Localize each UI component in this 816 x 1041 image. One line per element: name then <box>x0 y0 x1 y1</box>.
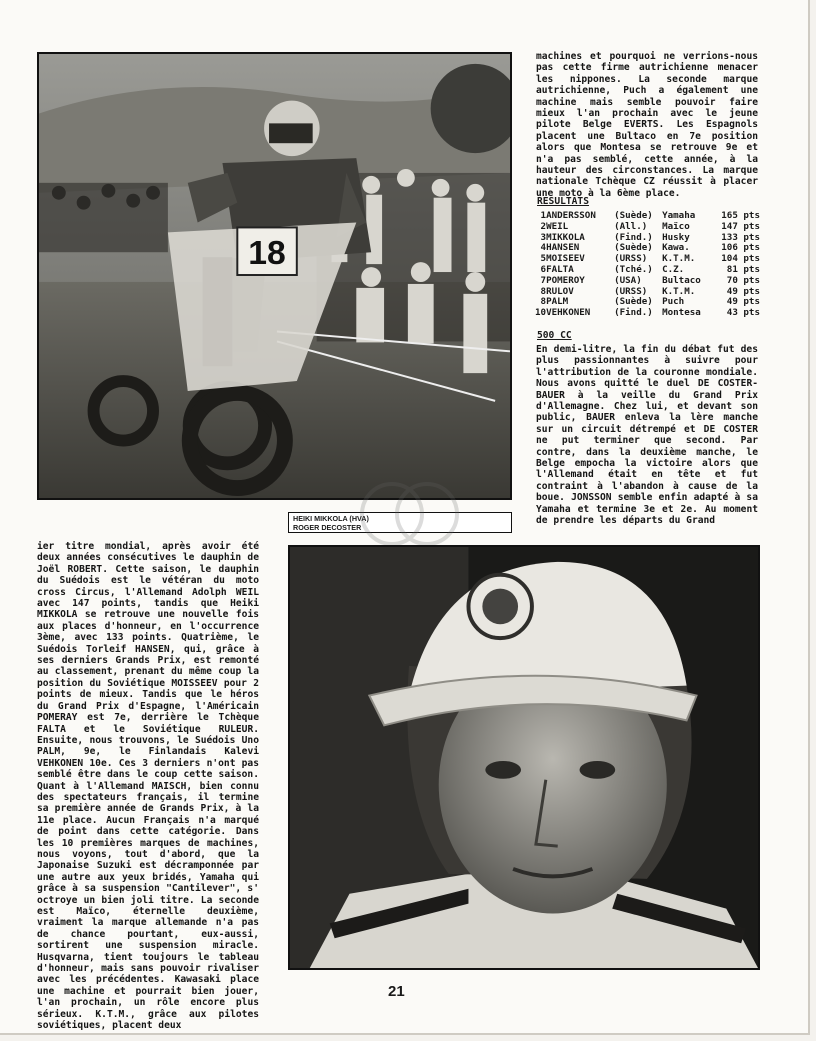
result-rider: PALM <box>546 296 569 308</box>
photo-portrait-with-cap <box>288 545 760 970</box>
article-text-right-mid: En demi-litre, la fin du débat fut des plus passionnantes à suivre pour l'attribution de la couronne mondiale. Nous avons quitté le duel DE COSTER-BAUER à la veille du Grand Prix d'Allemagne. Chez lui, et devant son public, BAUER enleva la lère manche sur un circuit détrempé et DE COSTER ne put terminer que second. Par contre, dans la deuxième manche, le Belge empocha la victoire alors que l'Allemand était en tête et fut contraint à l'abandon à cause de la boue. JONSSON semble enfin adapté à sa Yamaha et termine 3e et 2e. Au moment de prendre les départs du Grand <box>536 344 758 527</box>
result-nationality: (All.) <box>614 220 648 232</box>
section-heading-500cc: 500 CC <box>537 330 572 341</box>
result-nationality: (USA) <box>614 274 642 286</box>
result-nationality: (URSS) <box>614 253 648 265</box>
result-rider: RULOV <box>546 285 574 297</box>
result-bike: Yamaha <box>662 210 696 221</box>
result-nationality: (Suède) <box>614 296 653 308</box>
result-rider: POMEROY <box>546 274 585 286</box>
result-points: 104 pts <box>721 253 760 265</box>
article-text-right-top: machines et pourquoi ne verrions-nous pas cette firme autrichienne menacer les nippones. La seconde marque autrichienne, Puch a également une machine mais semble pouvoir faire mieux l'an prochain avec le jeune pilote Belge EVERTS. Les Espagnols placent une Bultaco en 7e position alors que Montesa se retrouve 9e et n'a pas semblé, cette année, à la hauteur des circonstances. La marque nationale Tchèque CZ réussit à placer une moto à la 6ème place. <box>536 51 758 199</box>
result-points: 43 pts <box>726 307 760 319</box>
result-position: 10 <box>535 307 547 319</box>
result-points: 49 pts <box>726 296 760 308</box>
result-rider: MIKKOLA <box>546 231 585 243</box>
result-bike: Bultaco <box>662 274 701 286</box>
result-points: 81 pts <box>726 263 760 275</box>
result-bike: Husky <box>662 231 690 243</box>
article-text-left: ier titre mondial, après avoir été deux années consécutives le dauphin de Joël ROBERT. Cette saison, le dauphin du Suédois est le vétéran du moto cross Circus, l'Allemand Adolph WEIL avec 147 points, tandis que Heiki MIKKOLA se retrouve une nouvelle fois aux places d'honneur, en l'occurrence 3ème, avec 133 points. Quatrième, le Suédois Torleif HANSEN, qui, grâce à ses derniers Grands Prix, est remonté au classement, prenant du même coup la position du Soviétique MOISSEEV pour 2 points de mieux. Tandis que le héros du Grand Prix d'Espagne, l'Américain POMERAY est 7e, derrière le Tchèque FALTA et le Soviétique RULEUR. Ensuite, nous trouvons, le Suédois Uno PALM, 9e, le Finlandais Kalevi VEHKONEN 10e. Ces 3 derniers n'ont pas semblé être dans le coup cette saison. Quant à l'Allemand MAISCH, bien connu des spectateurs français, il termine sa première année de Grands Prix, à la 11e place. Aucun Français n'a marqué de point dans cette catégorie. Dans les 10 premières marques de machines, nous voyons, tout d'abord, que la Japonaise Suzuki est décramponnée par une autre aux yeux bridés, Yamaha qui grâce à sa suspension "Cantilever", s' octroye un bien joli titre. La seconde est Maïco, éternelle deuxième, vraiment la marque allemande n'a pas de chance pourtant, eux-aussi, sortirent une suspension miracle. Husqvarna, tient toujours le tableau d'honneur, mais sans pouvoir rivaliser avec les précédentes. Kawasaki place une machine et pourrait bien jouer, l'an prochain, un rôle encore plus sérieux. K.T.M., grâce aux pilotes soviétiques, placent deux <box>37 541 259 1032</box>
result-rider: HANSEN <box>546 242 580 254</box>
result-rider: ANDERSSON <box>546 210 596 221</box>
results-row <box>535 222 760 233</box>
result-nationality: (Find.) <box>614 231 653 243</box>
result-nationality: (Tché.) <box>614 263 653 275</box>
result-bike: Maïco <box>662 220 690 232</box>
result-bike: Montesa <box>662 307 701 319</box>
result-position: 7 <box>540 274 547 286</box>
bike-number: 18 <box>248 234 286 273</box>
results-heading: RESULTATS <box>537 196 589 207</box>
result-position: 8 <box>540 285 547 297</box>
result-points: 147 pts <box>721 220 760 232</box>
photo-motocross-rider <box>37 52 512 500</box>
result-bike: C.Z. <box>662 263 685 275</box>
caption-line-1: HEIKI MIKKOLA (HVA) <box>293 514 369 523</box>
result-position: 5 <box>540 253 547 265</box>
result-rider: FALTA <box>546 263 574 275</box>
result-position: 1 <box>540 210 547 221</box>
result-position: 4 <box>540 242 547 254</box>
result-points: 106 pts <box>721 242 760 254</box>
watermark-logo <box>342 478 472 550</box>
result-bike: K.T.M. <box>662 253 696 265</box>
result-rider: VEHKONEN <box>546 307 591 319</box>
results-row <box>535 308 760 319</box>
result-points: 70 pts <box>726 274 760 286</box>
result-points: 49 pts <box>726 285 760 297</box>
result-nationality: (URSS) <box>614 285 648 297</box>
result-nationality: (Suède) <box>614 242 653 254</box>
results-row <box>535 276 760 287</box>
result-nationality: (Suède) <box>614 210 653 221</box>
caption-line-2: ROGER DECOSTER <box>293 523 362 532</box>
page-number: 21 <box>388 983 405 1000</box>
result-position: 2 <box>540 220 547 232</box>
result-position: 3 <box>540 231 547 243</box>
result-points: 165 pts <box>721 210 760 221</box>
result-bike: Puch <box>662 296 685 308</box>
result-position: 6 <box>540 263 547 275</box>
results-table <box>535 211 760 319</box>
result-bike: Kawa. <box>662 242 690 254</box>
result-position: 8 <box>540 296 547 308</box>
result-rider: WEIL <box>546 220 569 232</box>
result-nationality: (Find.) <box>614 307 653 319</box>
result-rider: MOISEEV <box>546 253 585 265</box>
result-points: 133 pts <box>721 231 760 243</box>
result-bike: K.T.M. <box>662 285 696 297</box>
